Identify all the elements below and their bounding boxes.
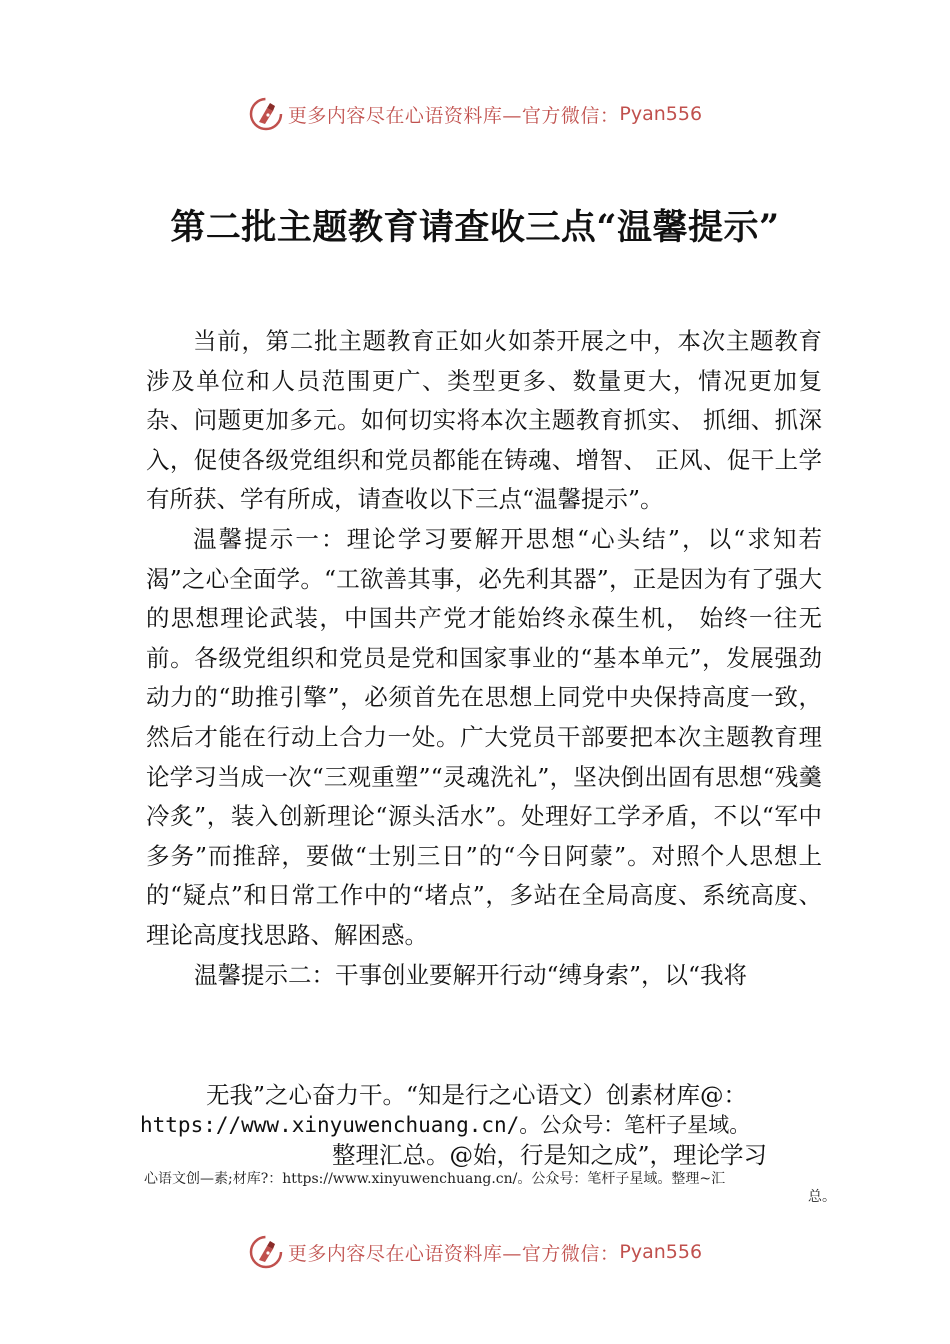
banner-text: 更多内容尽在心语资料库—官方微信： xyxy=(287,104,620,127)
document-body xyxy=(146,322,822,995)
footer-banner xyxy=(0,1232,950,1272)
paragraph-tip-one: 温馨提示一：理论学习要解开思想“心头结”，以“求知若渴”之心全面学。“工欲善其事，必先利其器”，正是因为有了强大的思想理论武装，中国共产党才能始终永葆生机， 始终一往无前。各级党组织和党员是党和国家事业的“基本单元”，发展强劲动力的“助推引擎”，必须首先在思想上同党中央保持高度一致，然后才能在行动上合力一处。广大党员干部要把本次主题教育理论学习当成一次“三观重塑”“灵魂洗礼”，坚决倒出固有思想“残羹冷炙”，装入创新理论“源头活水”。处理好工学矛盾，不以“军中多务”而推辞，要做“士别三日”的“今日阿蒙”。对照个人思想上的“疑点”和日常工作中的“堵点”，多站在全局高度、系统高度、理论高度找思路、解困惑。 xyxy=(146,524,822,949)
footnote-line: 总。 xyxy=(808,1189,836,1205)
banner-wechat-id: Pyan556 xyxy=(619,1241,703,1263)
pen-nib-logo-icon xyxy=(248,96,284,132)
footnote-line: 心语文创—素;材库?：https://www.xinyuwenchuang.cn/。公众号：笔杆子星域。整理~汇 xyxy=(144,1171,726,1187)
banner-wechat-id: Pyan556 xyxy=(619,103,703,125)
overlap-line: 无我”之心奋力干。“知是行之心语文）创素材库@： xyxy=(206,1081,748,1109)
pen-nib-logo-icon xyxy=(248,1234,284,1270)
footnote xyxy=(144,1170,836,1206)
document-title: 第二批主题教育请查收三点“温馨提示” xyxy=(170,207,780,248)
header-banner xyxy=(0,94,950,134)
paragraph-tip-two: 温馨提示二：干事创业要解开行动“缚身索”，以“我将 xyxy=(194,960,748,989)
paragraph-intro: 当前，第二批主题教育正如火如荼开展之中，本次主题教育涉及单位和人员范围更广、类型更多、数量更大，情况更加复杂、问题更加多元。如何切实将本次主题教育抓实、 抓细、抓深入，促使各级党组织和党员都能在铸魂、增智、 正风、促干上学有所获、学有所成，请查收以下三点“温馨提示”。 xyxy=(146,327,822,514)
overlapping-text-block xyxy=(140,1080,830,1170)
overlap-line-url: https://www.xinyuwenchuang.cn/。公众号：笔杆子星域。 xyxy=(140,1113,751,1137)
overlap-line: 整理汇总。@始，行是知之成”，理论学习 xyxy=(332,1141,768,1169)
banner-text: 更多内容尽在心语资料库—官方微信： xyxy=(287,1242,620,1265)
